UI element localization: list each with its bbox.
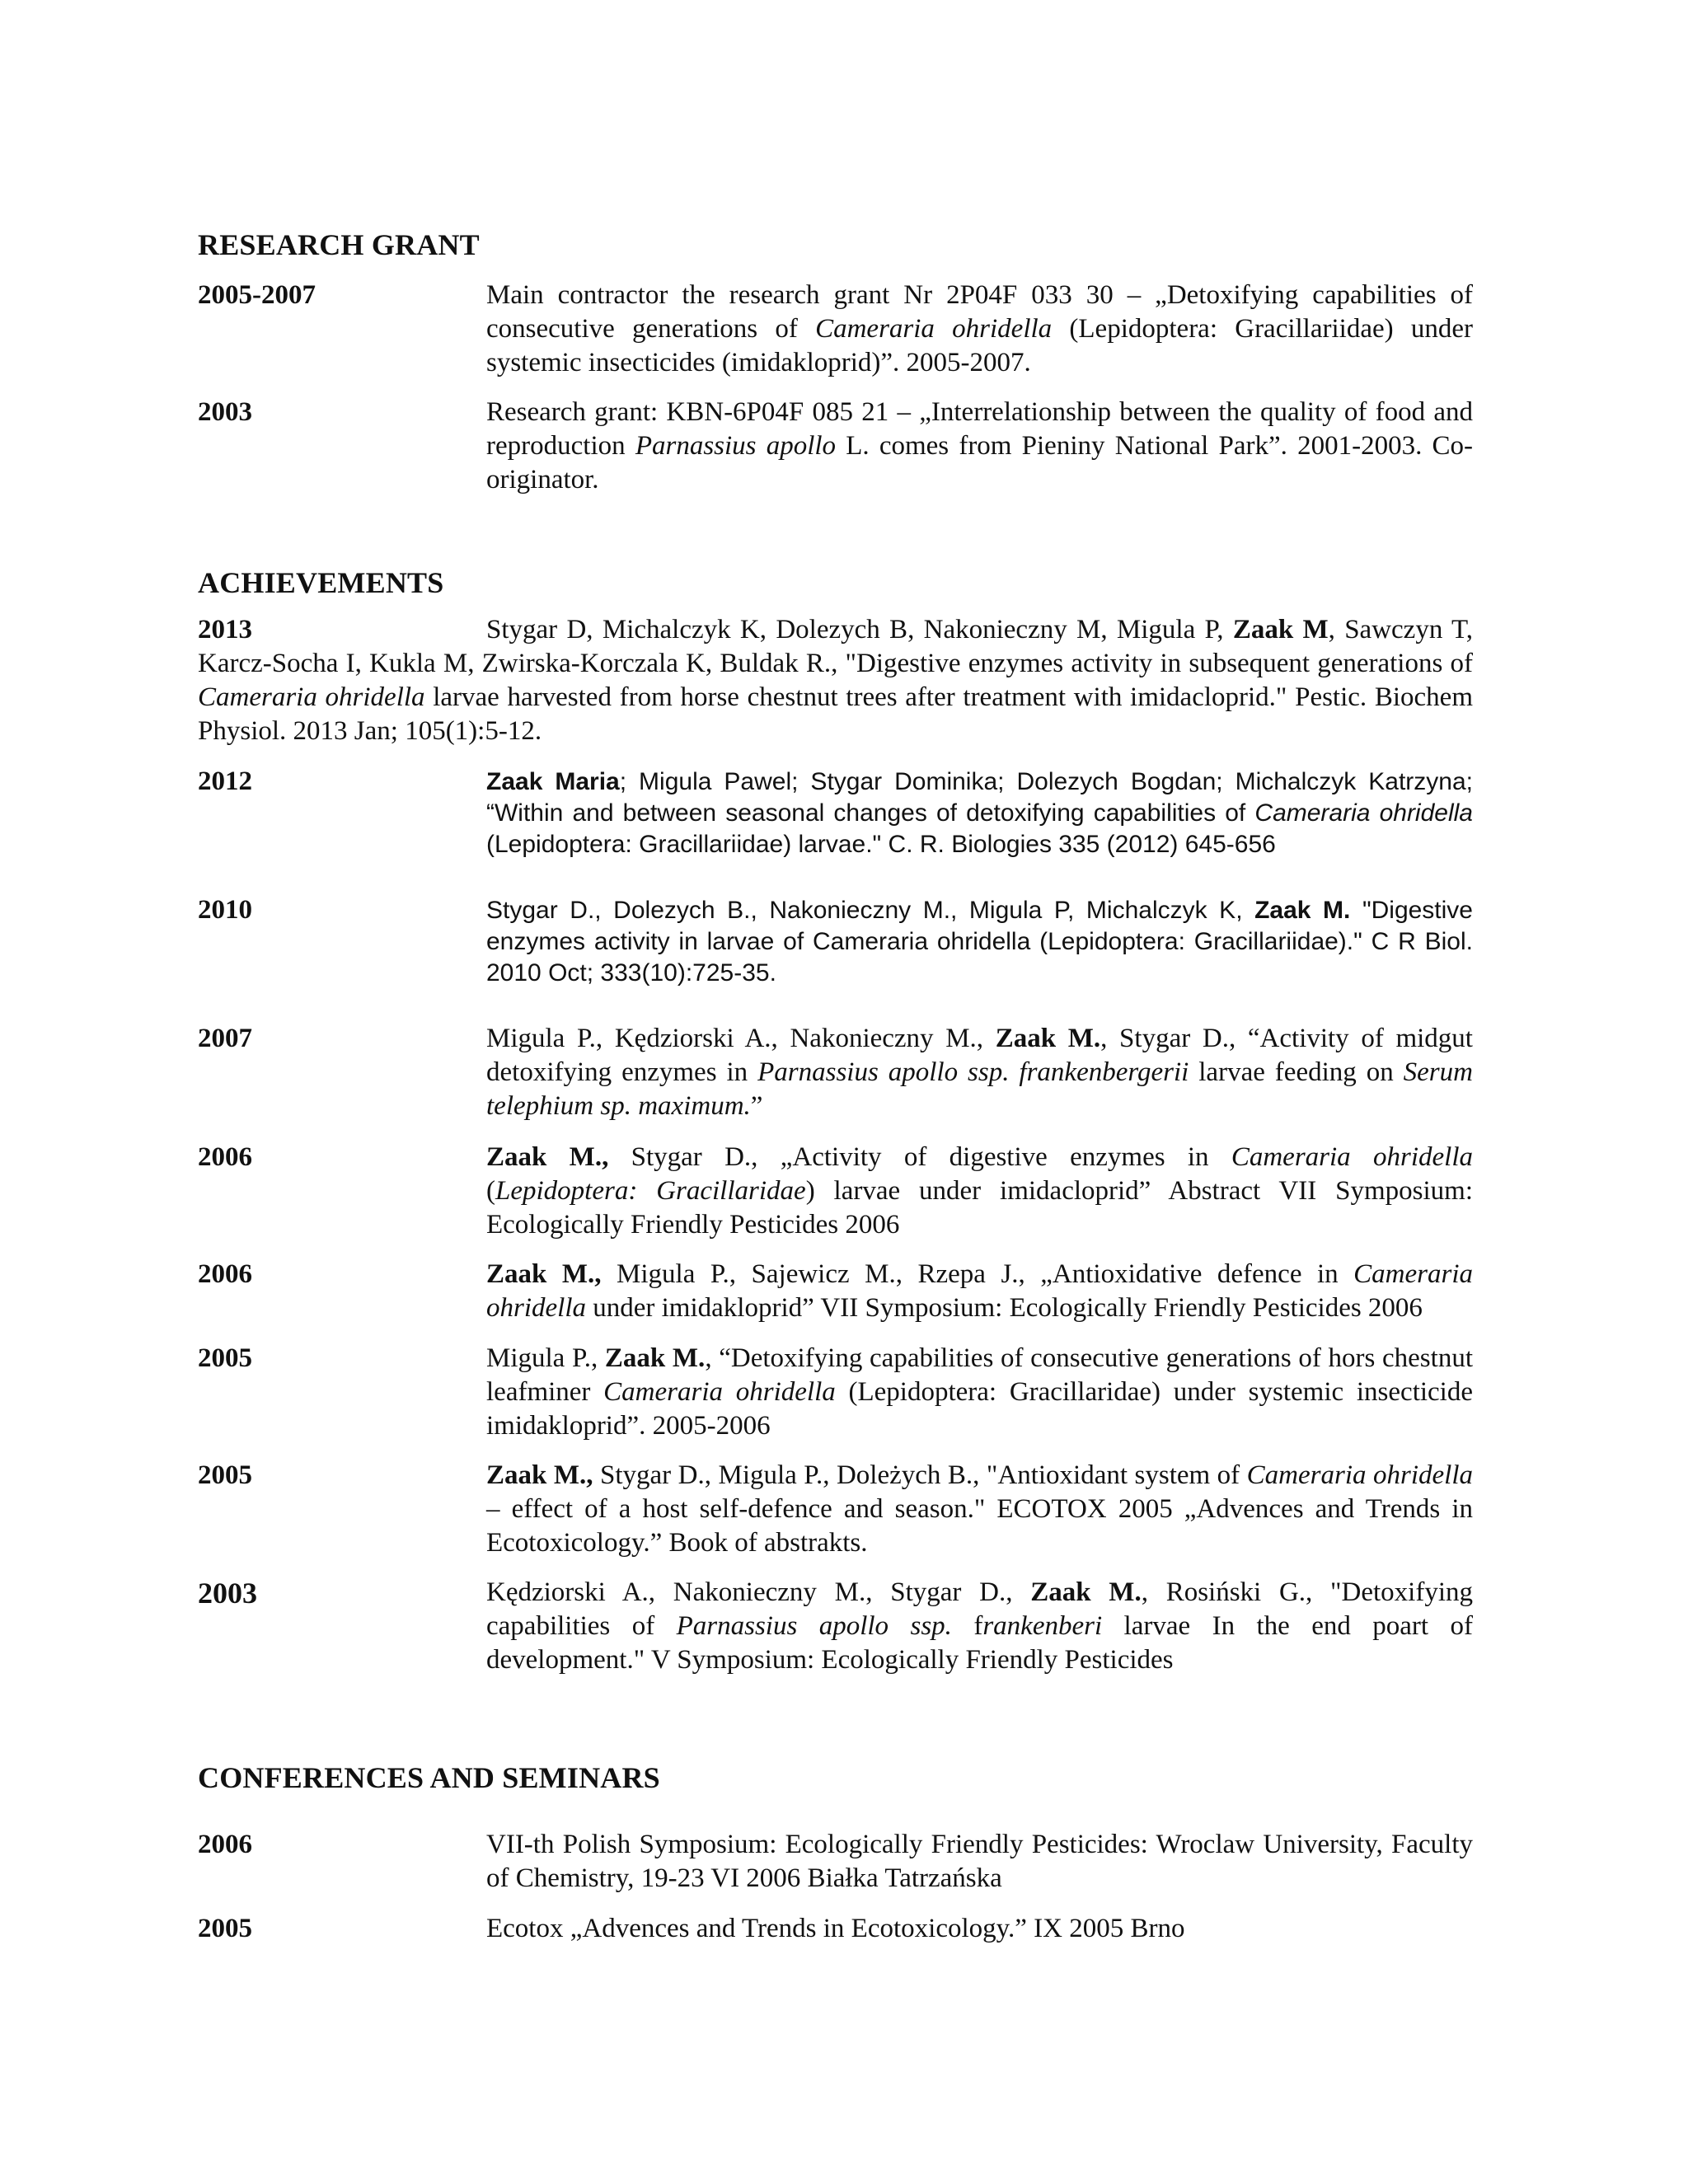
achievement-year: 2005	[198, 1343, 252, 1373]
achievement-entry: 2013 Stygar D, Michalczyk K, Dolezych B, Nakonieczny M, Migula P, Zaak M, Sawczyn T, Karcz-Socha I, Kukla M, Zwirska-Korczala K, Buldak R., "Digestive enzymes activity in subsequent generations of Cameraria ohridella larvae harvested from horse chestnut trees after treatment with imidacloprid." Pestic. Biochem Physiol. 2013 Jan; 105(1):5-12.	[198, 615, 1473, 746]
section-heading-achievements: ACHIEVEMENTS	[198, 566, 444, 599]
conference-entry: Ecotox „Advences and Trends in Ecotoxicology.” IX 2005 Brno	[486, 1914, 1185, 1943]
achievement-entry: Kędziorski A., Nakonieczny M., Stygar D., Zaak M., Rosiński G., "Detoxifying capabilities of Parnassius apollo ssp. frankenberi larvae In the end poart of development." V Symposium: Ecologically Friendly Pesticides	[486, 1577, 1473, 1675]
grant-year: 2003	[198, 397, 252, 427]
conference-year: 2006	[198, 1830, 252, 1859]
achievement-entry: Zaak M., Migula P., Sajewicz M., Rzepa J., „Antioxidative defence in Cameraria ohridella under imidakloprid” VII Symposium: Ecologically Friendly Pesticides 2006	[486, 1259, 1473, 1323]
conference-year: 2005	[198, 1914, 252, 1943]
achievement-entry: Zaak Maria; Migula Pawel; Stygar Dominika; Dolezych Bogdan; Michalczyk Katrzyna; “Within and between seasonal changes of detoxifying capabilities of Cameraria ohridella (Lepidoptera: Gracillariidae) larvae." C. R. Biologies 335 (2012) 645-656	[486, 768, 1473, 858]
grant-year: 2005-2007	[198, 280, 316, 310]
achievement-entry: Zaak M., Stygar D., „Activity of digestive enzymes in Cameraria ohridella (Lepidoptera: Gracillaridae) larvae under imidacloprid” Abstract VII Symposium: Ecologically Friendly Pesticides 2006	[486, 1142, 1473, 1240]
achievement-year: 2007	[198, 1024, 252, 1053]
achievement-year: 2013	[198, 615, 252, 644]
achievement-entry: Migula P., Kędziorski A., Nakonieczny M., Zaak M., Stygar D., “Activity of midgut detoxifying enzymes in Parnassius apollo ssp. frankenbergerii larvae feeding on Serum telephium sp. maximum.”	[486, 1024, 1473, 1121]
achievement-entry: Stygar D., Dolezych B., Nakonieczny M., Migula P, Michalczyk K, Zaak M. "Digestive enzymes activity in larvae of Cameraria ohridella (Lepidoptera: Gracillariidae)." C R Biol. 2010 Oct; 333(10):725-35.	[486, 897, 1473, 987]
achievement-year: 2006	[198, 1259, 252, 1289]
achievement-year: 2012	[198, 766, 252, 796]
achievement-entry: Zaak M., Stygar D., Migula P., Doleżych B., "Antioxidant system of Cameraria ohridella – effect of a host self-defence and season." ECOTOX 2005 „Advences and Trends in Ecotoxicology.” Book of abstrakts.	[486, 1460, 1473, 1558]
achievement-entry: Migula P., Zaak M., “Detoxifying capabilities of consecutive generations of hors chestnut leafminer Cameraria ohridella (Lepidoptera: Gracillaridae) under systemic insecticide imidakloprid”. 2005-2006	[486, 1343, 1473, 1441]
achievement-year: 2006	[198, 1142, 252, 1172]
grant-entry: Main contractor the research grant Nr 2P04F 033 30 – „Detoxifying capabilities of consecutive generations of Cameraria ohridella (Lepidoptera: Gracillariidae) under systemic insecticides (imidakloprid)”. 2005-2007.	[486, 280, 1473, 377]
section-heading-research-grant: RESEARCH GRANT	[198, 228, 480, 261]
conference-entry: VII-th Polish Symposium: Ecologically Friendly Pesticides: Wroclaw University, Faculty of Chemistry, 19-23 VI 2006 Białka Tatrzańska	[486, 1830, 1473, 1893]
grant-entry: Research grant: KBN-6P04F 085 21 – „Interrelationship between the quality of food and reproduction Parnassius apollo L. comes from Pieniny National Park”. 2001-2003. Co-originator.	[486, 397, 1474, 494]
achievement-year: 2005	[198, 1460, 252, 1490]
achievement-year: 2003	[198, 1577, 257, 1610]
achievement-year: 2010	[198, 895, 252, 925]
section-heading-conferences: CONFERENCES AND SEMINARS	[198, 1761, 660, 1794]
